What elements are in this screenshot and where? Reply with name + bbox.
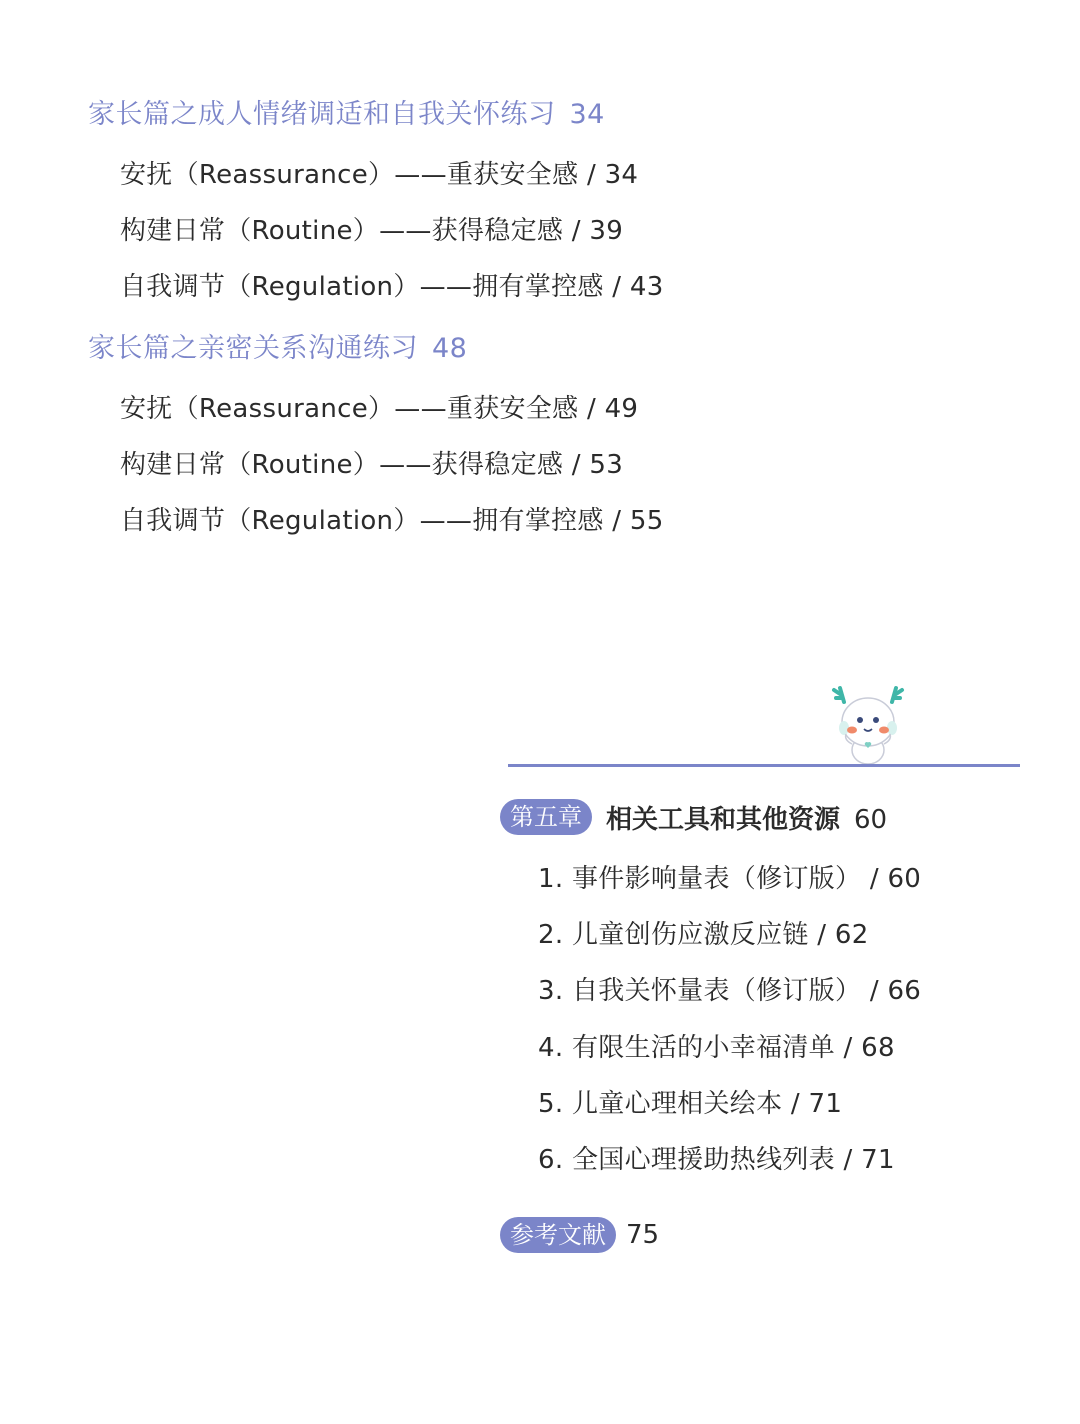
chapter-entry[interactable]: 4. 有限生活的小幸福清单 / 68 bbox=[538, 1033, 895, 1063]
chapter-entry[interactable]: 3. 自我关怀量表（修订版） / 66 bbox=[538, 976, 922, 1006]
chapter-heading[interactable] bbox=[500, 797, 887, 837]
section-page-number: 34 bbox=[569, 99, 605, 130]
section-page-number: 48 bbox=[432, 333, 468, 364]
chapter-title: 相关工具和其他资源 bbox=[606, 804, 841, 835]
toc-entry[interactable]: 自我调节（Regulation）——拥有掌控感 / 55 bbox=[120, 506, 664, 536]
section-heading[interactable] bbox=[88, 326, 467, 365]
chapter-page-number: 60 bbox=[854, 804, 888, 835]
chapter-title-wrap bbox=[606, 799, 887, 836]
chapter-entry[interactable]: 5. 儿童心理相关绘本 / 71 bbox=[538, 1089, 843, 1119]
references-heading[interactable] bbox=[500, 1215, 659, 1255]
section-title: 家长篇之成人情绪调适和自我关怀练习 bbox=[88, 99, 556, 130]
toc-entry[interactable]: 构建日常（Routine）——获得稳定感 / 39 bbox=[120, 216, 624, 246]
chapter-badge: 第五章 bbox=[500, 799, 592, 835]
chapter-entry[interactable]: 6. 全国心理援助热线列表 / 71 bbox=[538, 1145, 895, 1175]
toc-entry[interactable]: 自我调节（Regulation）——拥有掌控感 / 43 bbox=[120, 272, 664, 302]
references-page-number: 75 bbox=[626, 1220, 660, 1250]
toc-entry[interactable]: 构建日常（Routine）——获得稳定感 / 53 bbox=[120, 450, 624, 480]
deer-mascot-icon bbox=[830, 682, 906, 766]
toc-entry[interactable]: 安抚（Reassurance）——重获安全感 / 49 bbox=[120, 394, 639, 424]
toc-entry[interactable]: 安抚（Reassurance）——重获安全感 / 34 bbox=[120, 160, 639, 190]
chapter-divider bbox=[508, 764, 1020, 767]
chapter-entry[interactable]: 2. 儿童创伤应激反应链 / 62 bbox=[538, 920, 869, 950]
section-title: 家长篇之亲密关系沟通练习 bbox=[88, 333, 418, 364]
section-heading[interactable] bbox=[88, 92, 605, 131]
references-badge: 参考文献 bbox=[500, 1217, 616, 1253]
chapter-entry[interactable]: 1. 事件影响量表（修订版） / 60 bbox=[538, 864, 922, 894]
